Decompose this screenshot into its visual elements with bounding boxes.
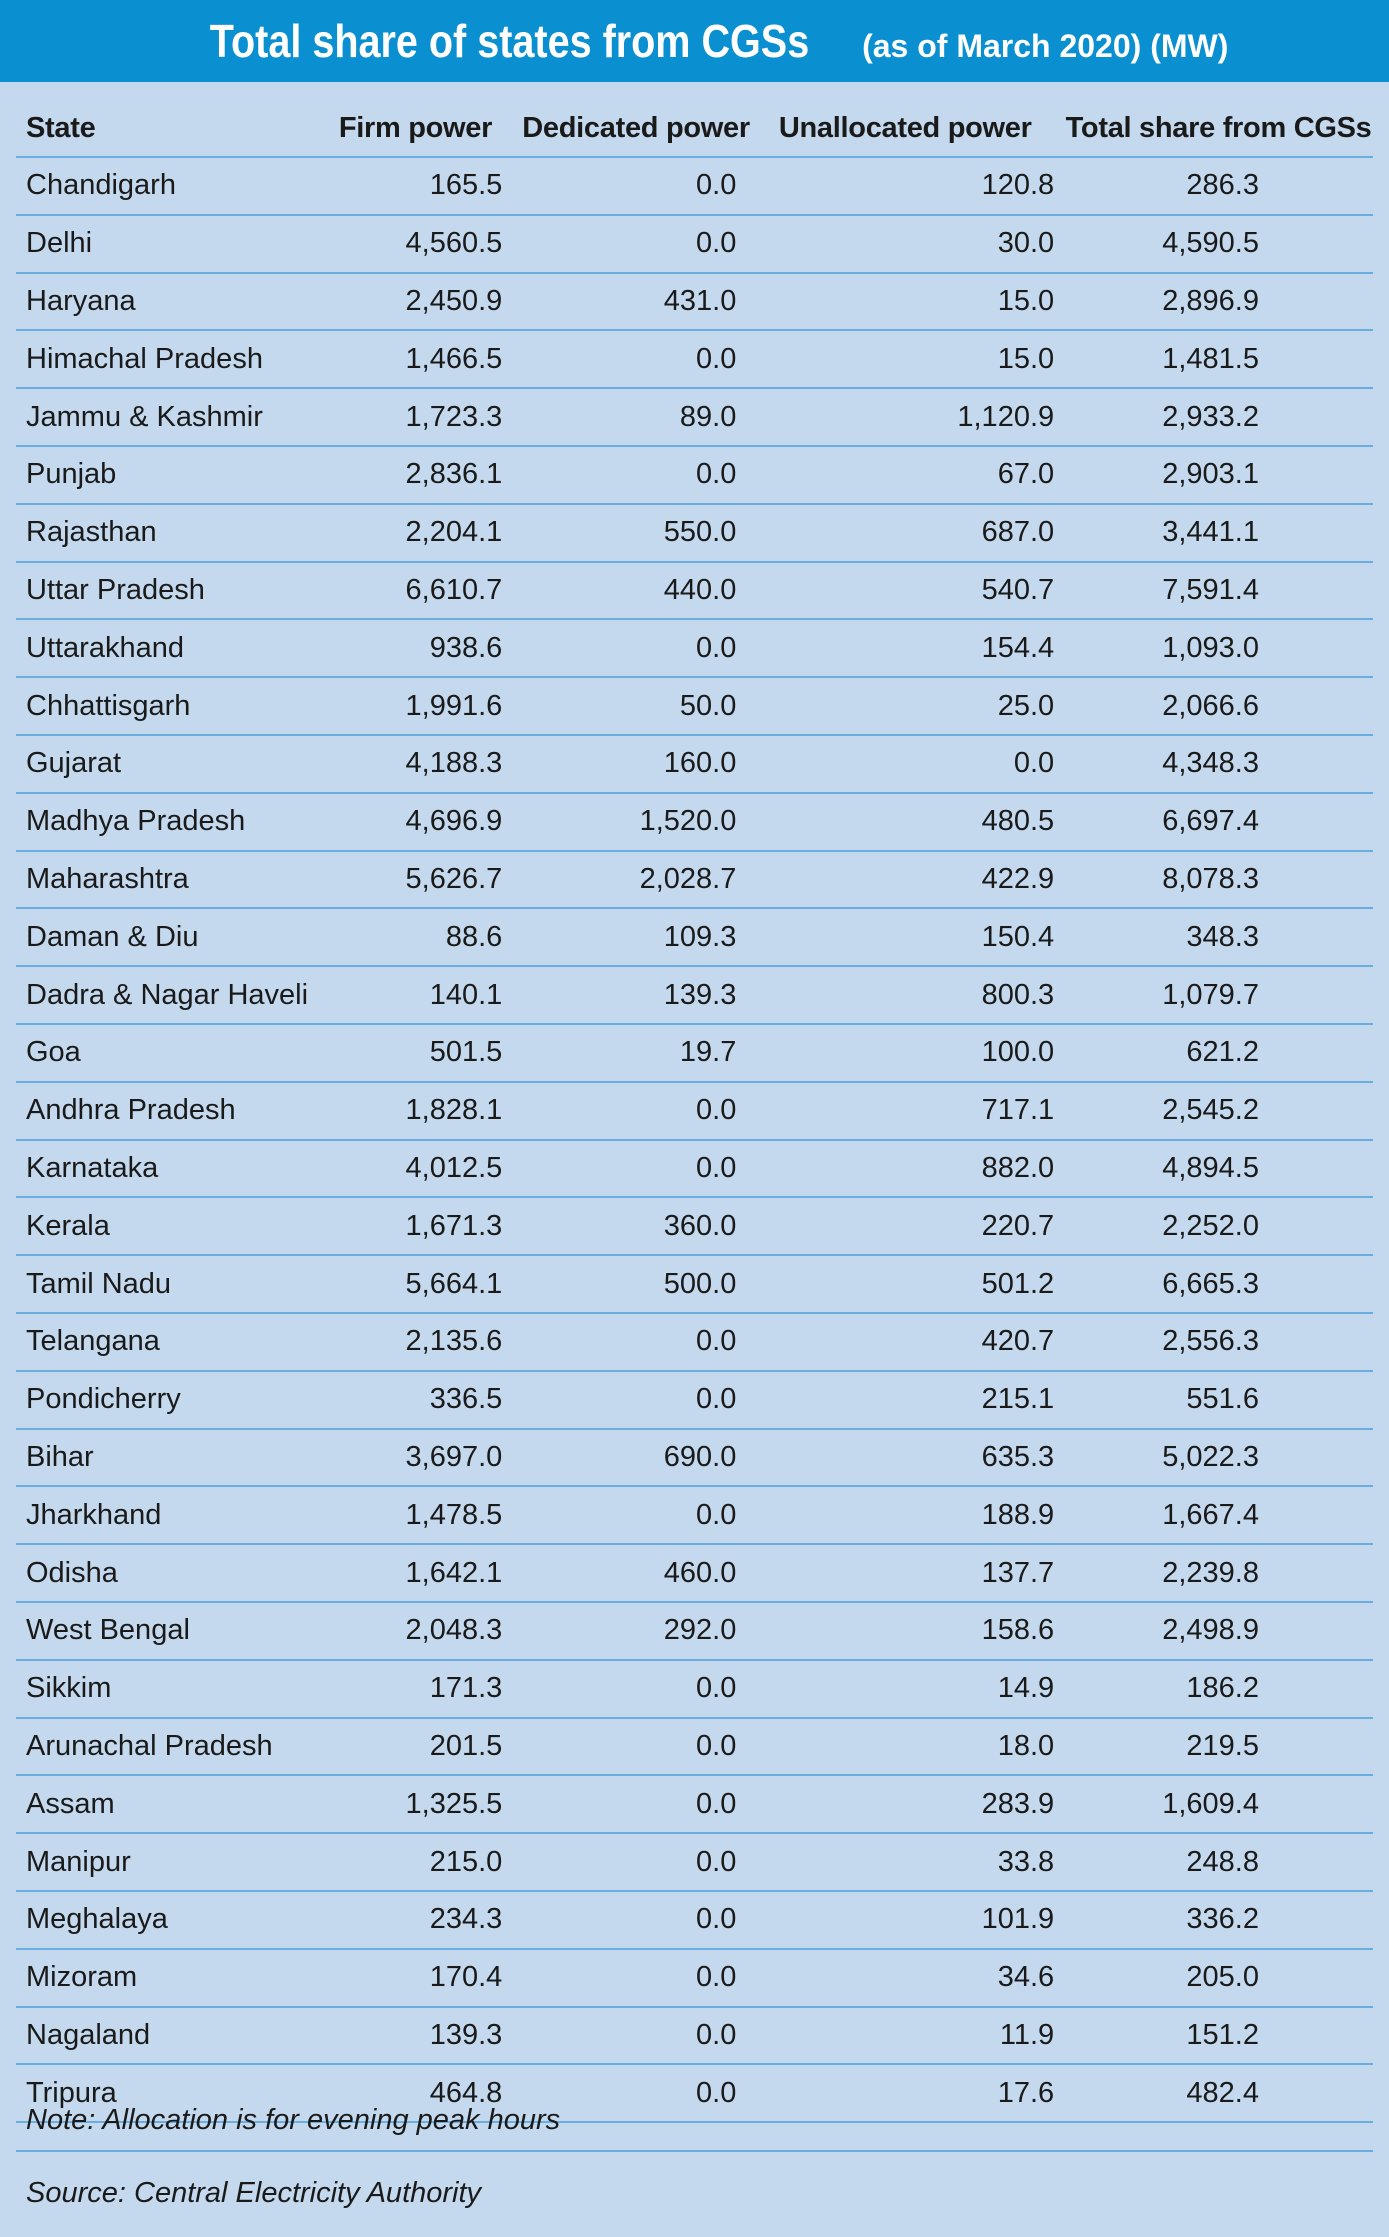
cell-unallocated-power: 25.0	[736, 677, 1054, 735]
cell-firm-power: 4,012.5	[319, 1140, 503, 1198]
cell-unallocated-power: 540.7	[736, 562, 1054, 620]
cell-unallocated-power: 11.9	[736, 2007, 1054, 2065]
cell-total-share: 348.3	[1054, 908, 1373, 966]
cell-state: Assam	[16, 1775, 319, 1833]
table-row	[16, 1255, 1373, 1313]
cell-state: Sikkim	[16, 1660, 319, 1718]
cell-firm-power: 1,642.1	[319, 1544, 503, 1602]
header-total-share: Total share from CGSs	[1054, 100, 1373, 157]
cell-unallocated-power: 137.7	[736, 1544, 1054, 1602]
cell-total-share: 1,609.4	[1054, 1775, 1373, 1833]
cell-unallocated-power: 67.0	[736, 446, 1054, 504]
cell-total-share: 2,933.2	[1054, 388, 1373, 446]
table-row	[16, 1718, 1373, 1776]
header-unallocated-power: Unallocated power	[736, 100, 1054, 157]
cell-dedicated-power: 0.0	[502, 1718, 736, 1776]
cell-unallocated-power: 15.0	[736, 330, 1054, 388]
cell-total-share: 621.2	[1054, 1024, 1373, 1082]
cell-unallocated-power: 480.5	[736, 793, 1054, 851]
table-row	[16, 1833, 1373, 1891]
cell-state: Uttarakhand	[16, 619, 319, 677]
cell-unallocated-power: 882.0	[736, 1140, 1054, 1198]
table-row	[16, 619, 1373, 677]
header-state: State	[16, 100, 319, 157]
cell-total-share: 6,665.3	[1054, 1255, 1373, 1313]
cell-unallocated-power: 101.9	[736, 1891, 1054, 1949]
cell-unallocated-power: 188.9	[736, 1486, 1054, 1544]
cell-total-share: 4,348.3	[1054, 735, 1373, 793]
cell-unallocated-power: 220.7	[736, 1197, 1054, 1255]
table-row	[16, 851, 1373, 909]
table-row	[16, 1775, 1373, 1833]
cell-unallocated-power: 150.4	[736, 908, 1054, 966]
table-row	[16, 735, 1373, 793]
source-credit: Source: Central Electricity Authority	[26, 2177, 482, 2209]
cell-total-share: 336.2	[1054, 1891, 1373, 1949]
cell-total-share: 2,556.3	[1054, 1313, 1373, 1371]
cell-firm-power: 215.0	[319, 1833, 503, 1891]
cell-firm-power: 5,626.7	[319, 851, 503, 909]
cell-unallocated-power: 17.6	[736, 2064, 1054, 2122]
cell-firm-power: 201.5	[319, 1718, 503, 1776]
cell-total-share: 1,079.7	[1054, 966, 1373, 1024]
cell-state: Telangana	[16, 1313, 319, 1371]
cell-unallocated-power: 34.6	[736, 1949, 1054, 2007]
table-row	[16, 215, 1373, 273]
cell-unallocated-power: 501.2	[736, 1255, 1054, 1313]
cell-firm-power: 1,325.5	[319, 1775, 503, 1833]
cell-total-share: 7,591.4	[1054, 562, 1373, 620]
cell-dedicated-power: 0.0	[502, 1833, 736, 1891]
cell-dedicated-power: 440.0	[502, 562, 736, 620]
cell-dedicated-power: 0.0	[502, 1660, 736, 1718]
cell-total-share: 1,093.0	[1054, 619, 1373, 677]
table-row	[16, 908, 1373, 966]
table-row	[16, 793, 1373, 851]
cell-dedicated-power: 160.0	[502, 735, 736, 793]
cell-state: Chhattisgarh	[16, 677, 319, 735]
table-row	[16, 1313, 1373, 1371]
cell-state: Manipur	[16, 1833, 319, 1891]
table-row	[16, 1140, 1373, 1198]
cell-state: Uttar Pradesh	[16, 562, 319, 620]
cell-unallocated-power: 422.9	[736, 851, 1054, 909]
cell-firm-power: 4,560.5	[319, 215, 503, 273]
table-row	[16, 1949, 1373, 2007]
cell-total-share: 219.5	[1054, 1718, 1373, 1776]
cell-firm-power: 170.4	[319, 1949, 503, 2007]
cell-unallocated-power: 283.9	[736, 1775, 1054, 1833]
cell-state: West Bengal	[16, 1602, 319, 1660]
cell-firm-power: 4,188.3	[319, 735, 503, 793]
cell-state: Jammu & Kashmir	[16, 388, 319, 446]
cell-state: Maharashtra	[16, 851, 319, 909]
cell-state: Pondicherry	[16, 1371, 319, 1429]
table-row	[16, 562, 1373, 620]
cell-state: Kerala	[16, 1197, 319, 1255]
cell-firm-power: 938.6	[319, 619, 503, 677]
cell-firm-power: 1,991.6	[319, 677, 503, 735]
cell-total-share: 205.0	[1054, 1949, 1373, 2007]
cell-state: Haryana	[16, 273, 319, 331]
cell-unallocated-power: 18.0	[736, 1718, 1054, 1776]
cell-total-share: 2,239.8	[1054, 1544, 1373, 1602]
cell-total-share: 1,481.5	[1054, 330, 1373, 388]
cell-firm-power: 165.5	[319, 157, 503, 215]
cell-total-share: 551.6	[1054, 1371, 1373, 1429]
cell-state: Mizoram	[16, 1949, 319, 2007]
table-row	[16, 1371, 1373, 1429]
cell-total-share: 2,545.2	[1054, 1082, 1373, 1140]
cell-dedicated-power: 19.7	[502, 1024, 736, 1082]
table-row	[16, 677, 1373, 735]
cell-dedicated-power: 0.0	[502, 1082, 736, 1140]
table-row	[16, 1544, 1373, 1602]
cell-dedicated-power: 0.0	[502, 157, 736, 215]
cell-firm-power: 1,723.3	[319, 388, 503, 446]
cell-total-share: 3,441.1	[1054, 504, 1373, 562]
table-row	[16, 1082, 1373, 1140]
cell-firm-power: 464.8	[319, 2064, 503, 2122]
cell-total-share: 4,894.5	[1054, 1140, 1373, 1198]
cell-dedicated-power: 431.0	[502, 273, 736, 331]
cell-firm-power: 171.3	[319, 1660, 503, 1718]
cell-dedicated-power: 460.0	[502, 1544, 736, 1602]
cell-firm-power: 5,664.1	[319, 1255, 503, 1313]
cell-unallocated-power: 420.7	[736, 1313, 1054, 1371]
cell-dedicated-power: 360.0	[502, 1197, 736, 1255]
table-row	[16, 1486, 1373, 1544]
cell-total-share: 248.8	[1054, 1833, 1373, 1891]
cell-unallocated-power: 33.8	[736, 1833, 1054, 1891]
table-row	[16, 504, 1373, 562]
cell-dedicated-power: 0.0	[502, 1891, 736, 1949]
header-row	[16, 100, 1373, 157]
cell-firm-power: 336.5	[319, 1371, 503, 1429]
cell-state: Tripura	[16, 2064, 319, 2122]
cell-dedicated-power: 139.3	[502, 966, 736, 1024]
cell-total-share: 4,590.5	[1054, 215, 1373, 273]
cell-state: Meghalaya	[16, 1891, 319, 1949]
cell-firm-power: 3,697.0	[319, 1429, 503, 1487]
cell-unallocated-power: 30.0	[736, 215, 1054, 273]
cell-dedicated-power: 0.0	[502, 1486, 736, 1544]
cell-state: Odisha	[16, 1544, 319, 1602]
cell-firm-power: 6,610.7	[319, 562, 503, 620]
cell-dedicated-power: 0.0	[502, 1371, 736, 1429]
table-row	[16, 966, 1373, 1024]
table-row	[16, 388, 1373, 446]
header-firm-power: Firm power	[319, 100, 503, 157]
cell-total-share: 8,078.3	[1054, 851, 1373, 909]
table-row	[16, 330, 1373, 388]
cell-firm-power: 234.3	[319, 1891, 503, 1949]
cell-unallocated-power: 717.1	[736, 1082, 1054, 1140]
cell-firm-power: 140.1	[319, 966, 503, 1024]
cell-state: Tamil Nadu	[16, 1255, 319, 1313]
cell-dedicated-power: 500.0	[502, 1255, 736, 1313]
cell-total-share: 2,066.6	[1054, 677, 1373, 735]
table-row	[16, 1891, 1373, 1949]
cell-dedicated-power: 0.0	[502, 1140, 736, 1198]
cell-state: Dadra & Nagar Haveli	[16, 966, 319, 1024]
table-subtitle: (as of March 2020) (MW)	[862, 28, 1229, 64]
cell-total-share: 2,252.0	[1054, 1197, 1373, 1255]
cell-state: Himachal Pradesh	[16, 330, 319, 388]
cell-dedicated-power: 0.0	[502, 1313, 736, 1371]
cell-dedicated-power: 89.0	[502, 388, 736, 446]
cell-unallocated-power: 154.4	[736, 619, 1054, 677]
cell-unallocated-power: 120.8	[736, 157, 1054, 215]
footnote: Note: Allocation is for evening peak hours	[16, 2092, 1373, 2152]
cell-total-share: 1,667.4	[1054, 1486, 1373, 1544]
cell-unallocated-power: 100.0	[736, 1024, 1054, 1082]
cell-firm-power: 2,048.3	[319, 1602, 503, 1660]
table-row	[16, 1602, 1373, 1660]
cell-state: Madhya Pradesh	[16, 793, 319, 851]
header-dedicated-power: Dedicated power	[502, 100, 736, 157]
cell-dedicated-power: 0.0	[502, 619, 736, 677]
cell-total-share: 2,903.1	[1054, 446, 1373, 504]
cell-total-share: 186.2	[1054, 1660, 1373, 1718]
cell-state: Gujarat	[16, 735, 319, 793]
table-row	[16, 157, 1373, 215]
cell-total-share: 6,697.4	[1054, 793, 1373, 851]
cell-state: Andhra Pradesh	[16, 1082, 319, 1140]
cell-dedicated-power: 292.0	[502, 1602, 736, 1660]
cell-dedicated-power: 0.0	[502, 2007, 736, 2065]
table-row	[16, 2007, 1373, 2065]
cell-unallocated-power: 14.9	[736, 1660, 1054, 1718]
cell-total-share: 151.2	[1054, 2007, 1373, 2065]
cell-state: Nagaland	[16, 2007, 319, 2065]
cell-firm-power: 2,450.9	[319, 273, 503, 331]
cell-dedicated-power: 0.0	[502, 330, 736, 388]
cell-unallocated-power: 800.3	[736, 966, 1054, 1024]
cell-total-share: 5,022.3	[1054, 1429, 1373, 1487]
cell-firm-power: 88.6	[319, 908, 503, 966]
cell-dedicated-power: 0.0	[502, 1949, 736, 2007]
table-row	[16, 446, 1373, 504]
cell-dedicated-power: 0.0	[502, 446, 736, 504]
cell-total-share: 286.3	[1054, 157, 1373, 215]
cell-state: Arunachal Pradesh	[16, 1718, 319, 1776]
cell-firm-power: 1,478.5	[319, 1486, 503, 1544]
cell-unallocated-power: 635.3	[736, 1429, 1054, 1487]
cell-state: Karnataka	[16, 1140, 319, 1198]
cell-firm-power: 4,696.9	[319, 793, 503, 851]
cell-dedicated-power: 50.0	[502, 677, 736, 735]
cell-total-share: 482.4	[1054, 2064, 1373, 2122]
cell-state: Chandigarh	[16, 157, 319, 215]
cell-unallocated-power: 158.6	[736, 1602, 1054, 1660]
state-share-table	[16, 100, 1373, 2123]
cell-unallocated-power: 215.1	[736, 1371, 1054, 1429]
cell-firm-power: 2,135.6	[319, 1313, 503, 1371]
cell-firm-power: 2,204.1	[319, 504, 503, 562]
cell-state: Punjab	[16, 446, 319, 504]
cell-state: Bihar	[16, 1429, 319, 1487]
cell-firm-power: 2,836.1	[319, 446, 503, 504]
cell-state: Rajasthan	[16, 504, 319, 562]
title-bar	[0, 0, 1389, 82]
cell-dedicated-power: 0.0	[502, 1775, 736, 1833]
cell-dedicated-power: 1,520.0	[502, 793, 736, 851]
cell-unallocated-power: 15.0	[736, 273, 1054, 331]
cell-firm-power: 1,828.1	[319, 1082, 503, 1140]
cell-total-share: 2,498.9	[1054, 1602, 1373, 1660]
cell-dedicated-power: 0.0	[502, 2064, 736, 2122]
cell-dedicated-power: 550.0	[502, 504, 736, 562]
cell-firm-power: 1,671.3	[319, 1197, 503, 1255]
cell-dedicated-power: 690.0	[502, 1429, 736, 1487]
cell-state: Goa	[16, 1024, 319, 1082]
cell-total-share: 2,896.9	[1054, 273, 1373, 331]
table-row	[16, 273, 1373, 331]
table-row	[16, 1660, 1373, 1718]
cell-dedicated-power: 109.3	[502, 908, 736, 966]
table-row	[16, 1024, 1373, 1082]
cell-firm-power: 1,466.5	[319, 330, 503, 388]
cell-unallocated-power: 687.0	[736, 504, 1054, 562]
cell-state: Daman & Diu	[16, 908, 319, 966]
cell-firm-power: 139.3	[319, 2007, 503, 2065]
cell-unallocated-power: 0.0	[736, 735, 1054, 793]
cell-unallocated-power: 1,120.9	[736, 388, 1054, 446]
cell-dedicated-power: 2,028.7	[502, 851, 736, 909]
table-body	[16, 157, 1373, 2122]
table-title: Total share of states from CGSs	[209, 15, 809, 67]
table-row	[16, 1197, 1373, 1255]
cell-state: Delhi	[16, 215, 319, 273]
cell-firm-power: 501.5	[319, 1024, 503, 1082]
table-row	[16, 1429, 1373, 1487]
cell-dedicated-power: 0.0	[502, 215, 736, 273]
cell-state: Jharkhand	[16, 1486, 319, 1544]
